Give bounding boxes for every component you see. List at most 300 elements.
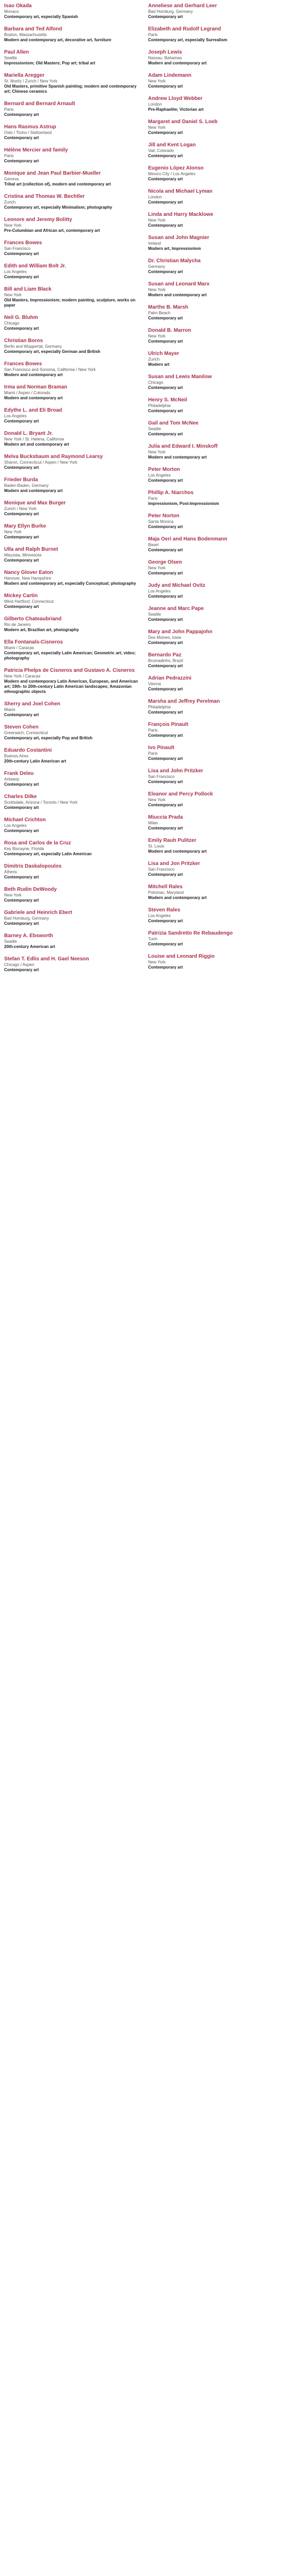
collector-location: Palm Beach <box>148 311 171 315</box>
collector-focus: Modern and contemporary art <box>4 488 63 493</box>
collector-location: Basel <box>148 543 159 547</box>
collector-location: Seattle <box>148 427 161 431</box>
collector-entry <box>148 930 285 947</box>
collector-location: Oslo / Ticino / Switzerland <box>4 130 52 135</box>
collector-focus: Modern and contemporary Latin American, European, and American art; 19th- to 20th-century Latin American landscapes; Amazonian ethnographic objects <box>4 679 138 694</box>
collector-name: Peter Morton <box>148 467 180 472</box>
collector-name: Ulla and Ralph Burnet <box>4 547 58 552</box>
collector-focus: Modern and contemporary art, decorative art, furniture <box>4 38 111 42</box>
collector-focus: Contemporary art <box>148 803 183 807</box>
collector-location: London <box>148 102 162 107</box>
collector-name: Patricia Phelps de Cisneros and Gustavo A. Cisneros <box>4 668 135 673</box>
collector-name: Judy and Michael Ovitz <box>148 583 205 588</box>
collector-name: Ella Fontanals-Cisneros <box>4 639 63 645</box>
collector-name: Nancy Glover Eaton <box>4 570 54 575</box>
collector-focus: Contemporary art <box>4 275 39 279</box>
collector-entry <box>148 3 285 20</box>
collector-entry <box>148 119 285 135</box>
collector-entry <box>148 96 285 112</box>
collector-name: Henry S. McNeil <box>148 397 187 403</box>
collector-location: Seattle <box>4 56 17 60</box>
collector-name: Nicola and Michael Lyman <box>148 189 213 194</box>
collector-entry <box>4 724 141 741</box>
collector-location: Wayzata, Minnesota <box>4 553 42 557</box>
collector-name: Susan and Lewis Manilow <box>148 374 212 380</box>
collector-location: Paris <box>148 32 158 37</box>
collector-focus: Contemporary art <box>148 177 183 181</box>
collector-entry <box>4 431 141 447</box>
collector-name: Frieder Burda <box>4 477 38 483</box>
collector-location: San Francisco and Sonoma, California / New York <box>4 367 96 372</box>
collector-focus: Contemporary art <box>148 640 183 645</box>
collector-location: Antwerp <box>4 777 20 782</box>
collector-focus: Contemporary art <box>148 14 183 19</box>
collector-entry <box>148 791 285 808</box>
collector-location: Potomac, Maryland <box>148 890 184 895</box>
collector-focus: Contemporary art <box>148 432 183 436</box>
column-left <box>4 3 141 2576</box>
collector-entry <box>4 217 141 233</box>
collector-entry <box>148 189 285 205</box>
collector-location: Des Moines, Iowa <box>148 635 181 640</box>
collector-location: Milan <box>148 821 158 825</box>
collector-entry <box>148 397 285 414</box>
collector-location: Los Angeles <box>4 823 27 828</box>
collector-name: Ivo Pinault <box>148 745 174 751</box>
collector-location: Vail, Colorado <box>148 148 174 153</box>
collector-name: Joseph Lewis <box>148 49 182 55</box>
collector-entry <box>148 165 285 182</box>
collector-focus: Modern and contemporary art <box>148 895 207 900</box>
collector-location: New York <box>148 960 166 964</box>
collector-focus: Contemporary art <box>148 269 183 274</box>
collector-location: New York <box>148 334 166 338</box>
collector-focus: Contemporary art <box>4 535 39 539</box>
collector-location: New York <box>148 450 166 454</box>
collector-focus: Contemporary art <box>4 419 39 423</box>
collector-location: Boston, Massachusetts <box>4 32 47 37</box>
collector-location: San Francisco <box>148 867 175 872</box>
collector-name: Phillip A. Niarchos <box>148 490 194 496</box>
collector-entry <box>148 861 285 877</box>
collector-entry <box>4 315 141 331</box>
collector-name: Frank Deleu <box>4 771 34 776</box>
collector-name: Frances Bowes <box>4 361 42 367</box>
collector-entry <box>148 536 285 553</box>
collector-entry <box>148 675 285 692</box>
collector-name: Susan and Leonard Marx <box>148 281 210 287</box>
collector-entry <box>148 699 285 715</box>
collector-name: Monique and Max Burger <box>4 500 66 506</box>
collector-location: Brumadinho, Brazil <box>148 658 183 663</box>
collector-focus: Contemporary art <box>4 713 39 717</box>
collector-name: Lisa and John Pritzker <box>148 768 203 774</box>
collector-name: Marthe B. Marsh <box>148 304 188 310</box>
collector-focus: Contemporary art <box>148 942 183 946</box>
collector-name: Cristina and Thomas W. Bechtler <box>4 194 85 199</box>
collector-name: Peter Norton <box>148 513 180 519</box>
collector-entry <box>148 560 285 576</box>
collector-entry <box>4 863 141 880</box>
collector-name: Miuccia Prada <box>148 815 183 820</box>
collector-name: Barbara and Ted Alfond <box>4 26 62 32</box>
collector-name: Mickey Cartin <box>4 593 38 599</box>
collector-name: Mary Ellyn Burke <box>4 523 46 529</box>
collector-name: Beth Rudin DeWoody <box>4 887 57 892</box>
collector-focus: Contemporary art <box>148 617 183 622</box>
collector-entry <box>4 500 141 517</box>
collector-name: Adam Lindemann <box>148 73 191 78</box>
collector-entry <box>4 887 141 903</box>
collector-entry <box>148 351 285 367</box>
collector-entry <box>148 444 285 460</box>
collector-name: Adrian Pedrazzini <box>148 675 191 681</box>
collector-entry <box>148 629 285 646</box>
collector-location: Los Angeles <box>148 473 171 478</box>
collector-entry <box>148 907 285 924</box>
collector-entry <box>4 3 141 20</box>
collector-name: Bernardo Paz <box>148 652 182 658</box>
collector-focus: Modern art and contemporary art <box>4 442 69 447</box>
collector-entry <box>4 668 141 694</box>
collector-location: Sharon, Connecticut / Aspen / New York <box>4 460 77 465</box>
collector-focus: Contemporary art <box>4 968 39 972</box>
collector-name: Isao Okada <box>4 3 32 9</box>
collector-location: St. Louis <box>148 844 165 849</box>
collector-name: Julia and Edward I. Minskoff <box>148 444 218 449</box>
collector-entry <box>4 570 141 586</box>
collector-focus: Contemporary art, especially German and British <box>4 349 101 354</box>
collector-focus: Impressionism; Old Masters; Pop art; tribal art <box>4 61 95 65</box>
collector-focus: Modern art, Impressionism <box>148 246 201 251</box>
collector-entry <box>148 815 285 831</box>
collector-entry <box>4 639 141 661</box>
collector-focus: Contemporary art <box>148 548 183 552</box>
collector-name: Steven Rales <box>148 907 181 913</box>
collector-entry <box>4 408 141 424</box>
collector-entry <box>148 142 285 159</box>
collector-location: New York <box>148 125 166 130</box>
collector-location: Ireland <box>148 241 161 246</box>
collector-name: Maja Oeri and Hans Bodenmann <box>148 536 228 542</box>
collector-entry <box>4 748 141 764</box>
collector-location: Geneva <box>4 177 19 181</box>
collector-focus: Contemporary art <box>148 594 183 599</box>
collector-entry <box>4 194 141 210</box>
collector-focus: Modern and contemporary art <box>148 293 207 297</box>
collector-entry <box>4 616 141 633</box>
collector-location: New York <box>4 293 22 297</box>
collector-focus: Contemporary art <box>4 921 39 926</box>
collector-focus: Contemporary art <box>148 478 183 483</box>
collector-location: St. Moritz / Zurich / New York <box>4 79 58 83</box>
collector-entry <box>148 490 285 506</box>
collector-name: Christian Boros <box>4 338 43 344</box>
collector-focus: Contemporary art <box>4 558 39 563</box>
collector-location: Monaco <box>4 9 19 14</box>
collector-entry <box>4 286 141 308</box>
collector-focus: Old Masters, Impressionism; modern painting, sculpture, works on paper <box>4 298 136 308</box>
collector-location: Los Angeles <box>4 269 27 274</box>
collector-focus: Contemporary art <box>148 154 183 158</box>
collector-focus: Contemporary art, especially Spanish <box>4 14 78 19</box>
collector-location: New York / St. Helena, California <box>4 437 65 442</box>
collector-location: New York / Caracas <box>4 674 41 679</box>
collector-location: New York <box>4 223 22 228</box>
collector-entry <box>4 171 141 187</box>
collector-entry <box>148 49 285 66</box>
collector-entry <box>148 73 285 89</box>
collector-entry <box>148 235 285 251</box>
collector-location: New York <box>148 566 166 570</box>
collector-name: Stefan T. Edlis and H. Gael Neeson <box>4 956 89 962</box>
collector-focus: Contemporary art, especially Surrealism <box>148 38 228 42</box>
collector-name: Rosa and Carlos de la Cruz <box>4 840 71 846</box>
collector-location: Berlin and Wuppertal, Germany <box>4 344 62 349</box>
collector-focus: Contemporary art <box>148 826 183 831</box>
collector-name: Neil G. Bluhm <box>4 315 38 320</box>
collector-entry <box>4 593 141 609</box>
collector-focus: Contemporary art <box>4 159 39 163</box>
collector-location: Athens <box>4 870 17 874</box>
collector-name: Ulrich Mayer <box>148 351 180 357</box>
collector-location: Paris <box>148 751 158 756</box>
collector-location: New York <box>148 218 166 223</box>
collector-focus: Contemporary art <box>148 687 183 691</box>
collector-entry <box>4 547 141 563</box>
collector-name: Louise and Leonard Riggio <box>148 954 215 959</box>
collector-entry <box>4 523 141 540</box>
collector-name: Anneliese and Gerhard Leer <box>148 3 217 9</box>
collector-entry <box>148 258 285 275</box>
collector-location: Baden-Baden, Germany <box>4 483 49 488</box>
collector-name: Michael Crichton <box>4 817 46 823</box>
collector-location: Miami <box>4 707 15 712</box>
collector-entry <box>4 338 141 354</box>
collector-name: Susan and John Magnier <box>148 235 210 241</box>
collector-location: Paris <box>148 496 158 501</box>
collector-entry <box>148 884 285 901</box>
column-right <box>148 3 285 2576</box>
collector-location: Vienna <box>148 682 161 686</box>
collector-entry <box>148 374 285 391</box>
collector-entry <box>148 26 285 43</box>
collector-name: Lisa and Jon Pritzker <box>148 861 200 867</box>
collector-focus: Contemporary art <box>4 326 39 331</box>
collector-location: Mexico City / Los Angeles <box>148 172 196 176</box>
collector-location: Bad Homburg, Germany <box>148 9 193 14</box>
collector-location: Germany <box>148 264 165 269</box>
collector-focus: Contemporary art, especially Latin American <box>4 852 92 856</box>
collector-name: Mitchell Rales <box>148 884 183 890</box>
collector-location: New York <box>148 798 166 802</box>
collector-focus: Modern and contemporary art <box>148 455 207 460</box>
collector-entry <box>4 49 141 66</box>
collector-location: Philadelphia <box>148 705 171 709</box>
collector-location: Hanover, New Hampshire <box>4 576 52 581</box>
collector-name: Gail and Tom McNee <box>148 420 199 426</box>
collector-name: Linda and Harry Macklowe <box>148 212 214 217</box>
collector-focus: Contemporary art <box>4 604 39 609</box>
collector-entry <box>4 910 141 926</box>
collector-location: London <box>148 195 162 199</box>
collector-focus: Contemporary art <box>148 710 183 715</box>
collector-entry <box>4 384 141 401</box>
collector-location: Philadelphia <box>148 403 171 408</box>
collector-name: Irma and Norman Braman <box>4 384 68 390</box>
collector-location: Seattle <box>4 939 17 944</box>
collector-location: Seattle <box>148 612 161 617</box>
collector-name: Bill and Liam Black <box>4 286 52 292</box>
collector-name: Margaret and Daniel S. Loeb <box>148 119 218 125</box>
collector-location: Santa Monica <box>148 519 173 524</box>
collector-entry <box>4 771 141 787</box>
collector-location: Miami / Aspen / Colorado <box>4 391 51 395</box>
collector-focus: Contemporary art, especially Pop and British <box>4 736 93 740</box>
collector-focus: Contemporary art <box>148 84 183 89</box>
collector-location: Chicago <box>148 380 164 385</box>
collector-name: Jeanne and Marc Pape <box>148 606 204 612</box>
collector-name: Bernard and Bernard Arnault <box>4 101 75 107</box>
collector-focus: Contemporary art <box>148 965 183 970</box>
collector-name: Eugenio López Alonso <box>148 165 204 171</box>
collector-entry <box>148 328 285 344</box>
collector-focus: Contemporary art <box>4 135 39 140</box>
collector-entry <box>4 240 141 257</box>
collector-entry <box>4 933 141 950</box>
collector-location: Zurich <box>148 357 160 362</box>
collector-focus: Tribal art (collection of), modern and contemporary art <box>4 182 111 187</box>
collector-entry <box>4 477 141 494</box>
collector-focus: Contemporary art <box>148 223 183 228</box>
collector-name: Monique and Jean Paul Barbier-Mueller <box>4 171 101 176</box>
collector-name: Eduardo Costantini <box>4 748 52 753</box>
collector-location: Scottsdale, Arizona / Toronto / New York <box>4 800 78 805</box>
collector-name: Dr. Christian Malycha <box>148 258 201 264</box>
collector-focus: Old Masters, primitive Spanish painting; modern and contemporary art; Chinese ceramics <box>4 84 137 94</box>
collector-location: Los Angeles <box>4 414 27 418</box>
collector-location: Paris <box>4 154 14 158</box>
collector-name: Mary and John Pappajohn <box>148 629 213 635</box>
collector-name: Hélène Mercier and family <box>4 147 68 153</box>
collector-entry <box>148 420 285 437</box>
collector-name: Mariella Aregger <box>4 73 44 78</box>
collector-name: Elizabeth and Rudolf Legrand <box>148 26 221 32</box>
collector-name: Eleanor and Percy Pollock <box>148 791 213 797</box>
collector-focus: Contemporary art <box>148 664 183 668</box>
collector-name: Andrew Lloyd Webber <box>148 96 203 101</box>
collector-name: Gabriele and Heinrich Ebert <box>4 910 72 916</box>
collector-focus: Modern art <box>148 362 170 367</box>
collector-entry <box>148 583 285 599</box>
collector-focus: Contemporary art <box>4 465 39 470</box>
collector-focus: Impressionism, Post-Impressionism <box>148 501 219 506</box>
collector-name: Leonore and Jeremy Bolitty <box>4 217 72 223</box>
collector-focus: Contemporary art <box>148 200 183 205</box>
collector-name: Dimitris Daskalopoulos <box>4 863 62 869</box>
collector-entry <box>4 147 141 164</box>
collector-entry <box>4 263 141 280</box>
collector-focus: Contemporary art <box>4 875 39 879</box>
collector-focus: Contemporary art <box>148 385 183 390</box>
collector-entry <box>4 817 141 834</box>
collector-location: Los Angeles <box>148 589 171 594</box>
collector-focus: Modern and contemporary art, especially Conceptual; photography <box>4 581 136 586</box>
collector-name: Charles Dilke <box>4 794 37 800</box>
collector-name: Melva Bucksbaum and Raymond Learsy <box>4 454 103 460</box>
collector-entry <box>148 768 285 785</box>
collector-name: George Olsen <box>148 560 182 565</box>
collector-entry <box>148 467 285 483</box>
collector-focus: Contemporary art <box>4 828 39 833</box>
collector-location: Zurich / New York <box>4 506 37 511</box>
collector-location: Chicago <box>4 321 20 326</box>
collector-name: Emily Rauh Pulitzer <box>148 838 197 843</box>
collector-entry <box>148 212 285 228</box>
collector-focus: Contemporary art <box>148 872 183 877</box>
collector-entry <box>148 304 285 321</box>
collector-name: Edith and William Bolt Jr. <box>4 263 66 269</box>
collector-focus: Contemporary art <box>148 571 183 575</box>
collector-location: Nassau, Bahamas <box>148 56 182 60</box>
collector-location: Bad Homburg, Germany <box>4 916 49 921</box>
collector-focus: 20th-century Latin American art <box>4 759 67 764</box>
collector-name: Patrizia Sandretto Re Rebaudengo <box>148 930 233 936</box>
collector-name: Marsha and Jeffrey Perelman <box>148 699 220 704</box>
collector-location: Zurich <box>4 200 16 205</box>
collector-entry <box>4 101 141 117</box>
collector-name: Paul Allen <box>4 49 29 55</box>
collector-location: San Francisco <box>148 774 175 779</box>
collector-entry <box>4 26 141 43</box>
collector-focus: Contemporary art <box>4 251 39 256</box>
collector-location: Paris <box>4 107 14 112</box>
collector-entry <box>148 954 285 970</box>
collector-focus: Contemporary art, especially Latin American; Geometric art; video; photography <box>4 651 136 660</box>
collector-name: Sherry and Joel Cohen <box>4 701 60 707</box>
collector-entry <box>148 281 285 298</box>
collector-location: New York <box>148 79 166 83</box>
collector-focus: Contemporary art <box>148 339 183 344</box>
collector-name: Barney A. Ebsworth <box>4 933 53 939</box>
collector-focus: Contemporary art <box>148 733 183 738</box>
collector-location: Turin <box>148 937 157 941</box>
collector-name: Steven Cohen <box>4 724 39 730</box>
collector-focus: Contemporary art, especially Minimalism; photography <box>4 205 113 210</box>
collector-entry <box>4 454 141 470</box>
collector-location: West Hartford, Connecticut <box>4 599 54 604</box>
collector-entry <box>4 840 141 857</box>
collector-focus: Pre-Raphaelite; Victorian art <box>148 107 204 112</box>
collector-focus: Modern and contemporary art <box>4 372 63 377</box>
collector-name: Jill and Kent Logan <box>148 142 196 148</box>
collector-focus: Contemporary art <box>4 898 39 903</box>
collector-location: New York <box>148 287 166 292</box>
collector-focus: Contemporary art <box>148 130 183 135</box>
collector-entry <box>4 956 141 973</box>
collector-entry <box>148 652 285 669</box>
collector-focus: Modern art, Brazilian art, photography <box>4 628 79 632</box>
collector-location: San Francisco <box>4 246 31 251</box>
collector-focus: Modern and contemporary art <box>4 396 63 400</box>
collector-focus: Contemporary art <box>148 779 183 784</box>
collector-name: Gilberto Chateaubriand <box>4 616 62 622</box>
collector-entry <box>148 513 285 530</box>
collector-location: Key Biscayne, Florida <box>4 846 44 851</box>
collector-focus: Pre-Columbian and African art, contemporary art <box>4 228 100 233</box>
collector-location: Rio de Janeiro <box>4 622 31 627</box>
collector-name: Hans Rasmus Astrup <box>4 124 56 130</box>
